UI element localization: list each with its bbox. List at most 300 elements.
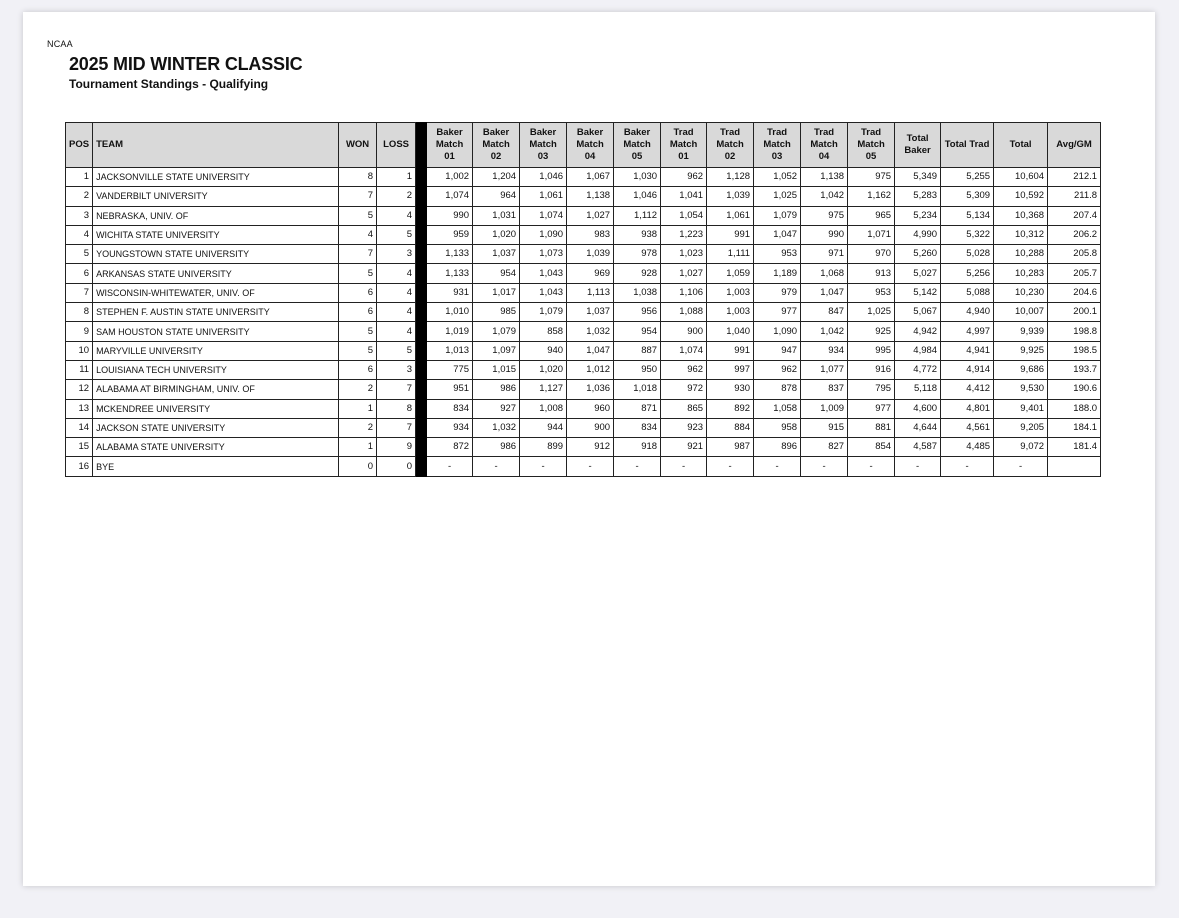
cell-baker-04: 1,047 bbox=[567, 341, 614, 360]
cell-baker-05: - bbox=[614, 457, 661, 476]
cell-baker-01: 951 bbox=[427, 380, 473, 399]
cell-loss: 0 bbox=[377, 457, 416, 476]
column-separator bbox=[416, 438, 427, 457]
cell-baker-02: 1,031 bbox=[473, 206, 520, 225]
table-row bbox=[66, 322, 1101, 341]
cell-baker-03: 1,127 bbox=[520, 380, 567, 399]
cell-total: 9,530 bbox=[994, 380, 1048, 399]
cell-trad-02: 892 bbox=[707, 399, 754, 418]
cell-baker-01: 1,010 bbox=[427, 303, 473, 322]
cell-pos: 14 bbox=[66, 418, 93, 437]
cell-total-baker: 5,142 bbox=[895, 283, 941, 302]
column-separator bbox=[416, 380, 427, 399]
cell-baker-05: 978 bbox=[614, 245, 661, 264]
cell-trad-03: 1,189 bbox=[754, 264, 801, 283]
cell-total-trad: 5,309 bbox=[941, 187, 994, 206]
cell-total: 9,205 bbox=[994, 418, 1048, 437]
cell-baker-03: 1,074 bbox=[520, 206, 567, 225]
cell-total-trad: 4,997 bbox=[941, 322, 994, 341]
cell-trad-02: - bbox=[707, 457, 754, 476]
header-trad-04: Trad Match 04 bbox=[801, 123, 848, 168]
cell-trad-03: 896 bbox=[754, 438, 801, 457]
cell-trad-04: - bbox=[801, 457, 848, 476]
cell-total-baker: 4,990 bbox=[895, 225, 941, 244]
cell-baker-02: 1,097 bbox=[473, 341, 520, 360]
header-trad-01: Trad Match 01 bbox=[661, 123, 707, 168]
cell-trad-02: 1,040 bbox=[707, 322, 754, 341]
cell-total-trad: 5,256 bbox=[941, 264, 994, 283]
cell-trad-03: 979 bbox=[754, 283, 801, 302]
cell-trad-02: 930 bbox=[707, 380, 754, 399]
cell-team: WISCONSIN-WHITEWATER, UNIV. OF bbox=[93, 283, 339, 302]
cell-trad-04: 1,042 bbox=[801, 322, 848, 341]
cell-won: 6 bbox=[339, 283, 377, 302]
cell-total-baker: 4,942 bbox=[895, 322, 941, 341]
cell-pos: 13 bbox=[66, 399, 93, 418]
table-row bbox=[66, 283, 1101, 302]
cell-trad-02: 997 bbox=[707, 360, 754, 379]
cell-won: 0 bbox=[339, 457, 377, 476]
cell-pos: 6 bbox=[66, 264, 93, 283]
column-separator bbox=[416, 168, 427, 187]
column-separator bbox=[416, 418, 427, 437]
cell-trad-01: 1,027 bbox=[661, 264, 707, 283]
cell-baker-02: 1,032 bbox=[473, 418, 520, 437]
column-separator bbox=[416, 399, 427, 418]
cell-trad-03: 1,052 bbox=[754, 168, 801, 187]
cell-total-trad: 5,134 bbox=[941, 206, 994, 225]
cell-baker-02: 954 bbox=[473, 264, 520, 283]
column-separator bbox=[416, 187, 427, 206]
cell-team: VANDERBILT UNIVERSITY bbox=[93, 187, 339, 206]
cell-team: LOUISIANA TECH UNIVERSITY bbox=[93, 360, 339, 379]
cell-baker-04: 969 bbox=[567, 264, 614, 283]
cell-trad-03: 1,058 bbox=[754, 399, 801, 418]
cell-trad-03: 1,079 bbox=[754, 206, 801, 225]
cell-avg: 193.7 bbox=[1048, 360, 1101, 379]
cell-total: 10,312 bbox=[994, 225, 1048, 244]
cell-total-trad: 5,088 bbox=[941, 283, 994, 302]
cell-trad-05: 1,162 bbox=[848, 187, 895, 206]
cell-baker-03: 1,046 bbox=[520, 168, 567, 187]
header-trad-02: Trad Match 02 bbox=[707, 123, 754, 168]
cell-total-trad: 4,941 bbox=[941, 341, 994, 360]
header-baker-01: Baker Match 01 bbox=[427, 123, 473, 168]
column-separator bbox=[416, 322, 427, 341]
cell-pos: 11 bbox=[66, 360, 93, 379]
cell-baker-04: 1,012 bbox=[567, 360, 614, 379]
cell-baker-05: 1,030 bbox=[614, 168, 661, 187]
cell-total-trad: 4,412 bbox=[941, 380, 994, 399]
cell-avg: 212.1 bbox=[1048, 168, 1101, 187]
cell-baker-02: 1,079 bbox=[473, 322, 520, 341]
table-row bbox=[66, 380, 1101, 399]
cell-won: 6 bbox=[339, 360, 377, 379]
cell-team: JACKSON STATE UNIVERSITY bbox=[93, 418, 339, 437]
table-row bbox=[66, 245, 1101, 264]
cell-total-baker: 4,644 bbox=[895, 418, 941, 437]
cell-team: MARYVILLE UNIVERSITY bbox=[93, 341, 339, 360]
column-separator bbox=[416, 245, 427, 264]
cell-total-trad: 5,322 bbox=[941, 225, 994, 244]
cell-pos: 2 bbox=[66, 187, 93, 206]
cell-team: NEBRASKA, UNIV. OF bbox=[93, 206, 339, 225]
cell-trad-05: 881 bbox=[848, 418, 895, 437]
cell-trad-01: 900 bbox=[661, 322, 707, 341]
cell-baker-01: 1,019 bbox=[427, 322, 473, 341]
cell-total: 9,939 bbox=[994, 322, 1048, 341]
cell-baker-03: 899 bbox=[520, 438, 567, 457]
standings-body bbox=[66, 168, 1101, 477]
cell-loss: 8 bbox=[377, 399, 416, 418]
cell-won: 5 bbox=[339, 264, 377, 283]
header-trad-05: Trad Match 05 bbox=[848, 123, 895, 168]
cell-trad-05: 965 bbox=[848, 206, 895, 225]
cell-trad-05: 977 bbox=[848, 399, 895, 418]
cell-avg: 205.8 bbox=[1048, 245, 1101, 264]
header-loss: LOSS bbox=[377, 123, 416, 168]
cell-trad-03: 1,090 bbox=[754, 322, 801, 341]
cell-trad-05: - bbox=[848, 457, 895, 476]
cell-baker-05: 871 bbox=[614, 399, 661, 418]
cell-trad-04: 1,047 bbox=[801, 283, 848, 302]
cell-trad-03: 878 bbox=[754, 380, 801, 399]
cell-baker-01: 1,133 bbox=[427, 264, 473, 283]
cell-baker-01: 834 bbox=[427, 399, 473, 418]
cell-won: 1 bbox=[339, 438, 377, 457]
cell-loss: 4 bbox=[377, 283, 416, 302]
cell-trad-01: 921 bbox=[661, 438, 707, 457]
cell-trad-03: 958 bbox=[754, 418, 801, 437]
cell-baker-02: 1,017 bbox=[473, 283, 520, 302]
cell-baker-03: - bbox=[520, 457, 567, 476]
cell-baker-04: - bbox=[567, 457, 614, 476]
cell-trad-05: 854 bbox=[848, 438, 895, 457]
cell-baker-05: 950 bbox=[614, 360, 661, 379]
cell-pos: 12 bbox=[66, 380, 93, 399]
cell-baker-04: 960 bbox=[567, 399, 614, 418]
cell-won: 5 bbox=[339, 341, 377, 360]
cell-trad-04: 915 bbox=[801, 418, 848, 437]
column-separator bbox=[416, 283, 427, 302]
cell-won: 1 bbox=[339, 399, 377, 418]
cell-baker-02: 986 bbox=[473, 380, 520, 399]
cell-baker-01: 1,133 bbox=[427, 245, 473, 264]
header-total: Total bbox=[994, 123, 1048, 168]
cell-baker-05: 1,112 bbox=[614, 206, 661, 225]
cell-loss: 5 bbox=[377, 341, 416, 360]
cell-trad-01: 962 bbox=[661, 168, 707, 187]
cell-baker-04: 1,032 bbox=[567, 322, 614, 341]
header-trad-03: Trad Match 03 bbox=[754, 123, 801, 168]
cell-trad-01: 865 bbox=[661, 399, 707, 418]
cell-total-baker: 5,027 bbox=[895, 264, 941, 283]
column-separator bbox=[416, 303, 427, 322]
cell-avg: 198.5 bbox=[1048, 341, 1101, 360]
cell-baker-03: 1,043 bbox=[520, 264, 567, 283]
table-row bbox=[66, 187, 1101, 206]
cell-total-baker: - bbox=[895, 457, 941, 476]
cell-pos: 8 bbox=[66, 303, 93, 322]
cell-won: 2 bbox=[339, 380, 377, 399]
cell-baker-05: 918 bbox=[614, 438, 661, 457]
cell-baker-04: 900 bbox=[567, 418, 614, 437]
cell-trad-05: 1,071 bbox=[848, 225, 895, 244]
cell-avg: 184.1 bbox=[1048, 418, 1101, 437]
cell-loss: 4 bbox=[377, 322, 416, 341]
cell-pos: 9 bbox=[66, 322, 93, 341]
cell-baker-03: 1,073 bbox=[520, 245, 567, 264]
cell-baker-01: - bbox=[427, 457, 473, 476]
cell-baker-03: 1,043 bbox=[520, 283, 567, 302]
cell-team: SAM HOUSTON STATE UNIVERSITY bbox=[93, 322, 339, 341]
cell-baker-04: 912 bbox=[567, 438, 614, 457]
cell-trad-03: 953 bbox=[754, 245, 801, 264]
cell-total-trad: 5,255 bbox=[941, 168, 994, 187]
cell-baker-05: 1,018 bbox=[614, 380, 661, 399]
column-separator bbox=[416, 225, 427, 244]
cell-trad-05: 953 bbox=[848, 283, 895, 302]
cell-baker-04: 1,037 bbox=[567, 303, 614, 322]
cell-total-baker: 4,984 bbox=[895, 341, 941, 360]
cell-loss: 7 bbox=[377, 380, 416, 399]
cell-trad-04: 934 bbox=[801, 341, 848, 360]
cell-loss: 2 bbox=[377, 187, 416, 206]
cell-total-trad: 4,914 bbox=[941, 360, 994, 379]
cell-baker-02: 927 bbox=[473, 399, 520, 418]
cell-total-baker: 5,349 bbox=[895, 168, 941, 187]
table-row bbox=[66, 303, 1101, 322]
cell-baker-02: 964 bbox=[473, 187, 520, 206]
cell-trad-05: 913 bbox=[848, 264, 895, 283]
cell-baker-01: 1,074 bbox=[427, 187, 473, 206]
column-separator bbox=[416, 264, 427, 283]
cell-baker-02: 1,204 bbox=[473, 168, 520, 187]
cell-trad-04: 837 bbox=[801, 380, 848, 399]
header-team: TEAM bbox=[93, 123, 339, 168]
cell-trad-03: 1,047 bbox=[754, 225, 801, 244]
cell-baker-03: 940 bbox=[520, 341, 567, 360]
cell-baker-02: 985 bbox=[473, 303, 520, 322]
cell-baker-05: 956 bbox=[614, 303, 661, 322]
cell-pos: 15 bbox=[66, 438, 93, 457]
cell-trad-02: 991 bbox=[707, 341, 754, 360]
column-separator bbox=[416, 123, 427, 168]
cell-won: 6 bbox=[339, 303, 377, 322]
cell-baker-03: 1,008 bbox=[520, 399, 567, 418]
cell-trad-02: 1,061 bbox=[707, 206, 754, 225]
header-baker-05: Baker Match 05 bbox=[614, 123, 661, 168]
cell-baker-05: 928 bbox=[614, 264, 661, 283]
cell-baker-01: 934 bbox=[427, 418, 473, 437]
cell-trad-04: 1,077 bbox=[801, 360, 848, 379]
cell-trad-01: 962 bbox=[661, 360, 707, 379]
cell-baker-02: 986 bbox=[473, 438, 520, 457]
cell-trad-04: 971 bbox=[801, 245, 848, 264]
cell-baker-01: 931 bbox=[427, 283, 473, 302]
cell-loss: 4 bbox=[377, 264, 416, 283]
cell-baker-05: 1,038 bbox=[614, 283, 661, 302]
cell-team: ARKANSAS STATE UNIVERSITY bbox=[93, 264, 339, 283]
cell-team: JACKSONVILLE STATE UNIVERSITY bbox=[93, 168, 339, 187]
cell-total-trad: 4,801 bbox=[941, 399, 994, 418]
cell-trad-02: 1,111 bbox=[707, 245, 754, 264]
cell-baker-04: 1,113 bbox=[567, 283, 614, 302]
cell-loss: 4 bbox=[377, 303, 416, 322]
header-avg: Avg/GM bbox=[1048, 123, 1101, 168]
cell-trad-02: 1,003 bbox=[707, 283, 754, 302]
cell-trad-05: 916 bbox=[848, 360, 895, 379]
cell-total: 10,007 bbox=[994, 303, 1048, 322]
cell-team: STEPHEN F. AUSTIN STATE UNIVERSITY bbox=[93, 303, 339, 322]
table-row bbox=[66, 457, 1101, 476]
cell-total-baker: 5,118 bbox=[895, 380, 941, 399]
page-title: 2025 MID WINTER CLASSIC bbox=[69, 54, 303, 74]
cell-trad-03: 962 bbox=[754, 360, 801, 379]
cell-pos: 7 bbox=[66, 283, 93, 302]
cell-avg: 181.4 bbox=[1048, 438, 1101, 457]
cell-trad-01: 1,106 bbox=[661, 283, 707, 302]
cell-avg bbox=[1048, 457, 1101, 476]
column-separator bbox=[416, 457, 427, 476]
cell-trad-01: 1,054 bbox=[661, 206, 707, 225]
cell-total: 9,072 bbox=[994, 438, 1048, 457]
cell-baker-01: 1,013 bbox=[427, 341, 473, 360]
cell-pos: 4 bbox=[66, 225, 93, 244]
cell-baker-03: 1,090 bbox=[520, 225, 567, 244]
cell-won: 5 bbox=[339, 322, 377, 341]
cell-baker-01: 775 bbox=[427, 360, 473, 379]
cell-trad-01: 1,088 bbox=[661, 303, 707, 322]
cell-won: 5 bbox=[339, 206, 377, 225]
cell-avg: 204.6 bbox=[1048, 283, 1101, 302]
cell-trad-03: 977 bbox=[754, 303, 801, 322]
cell-trad-05: 995 bbox=[848, 341, 895, 360]
header-baker-04: Baker Match 04 bbox=[567, 123, 614, 168]
cell-trad-04: 827 bbox=[801, 438, 848, 457]
table-row bbox=[66, 264, 1101, 283]
cell-total: - bbox=[994, 457, 1048, 476]
cell-avg: 211.8 bbox=[1048, 187, 1101, 206]
cell-trad-01: 972 bbox=[661, 380, 707, 399]
cell-won: 8 bbox=[339, 168, 377, 187]
header-total-trad: Total Trad bbox=[941, 123, 994, 168]
header-baker-03: Baker Match 03 bbox=[520, 123, 567, 168]
cell-total-trad: 4,485 bbox=[941, 438, 994, 457]
cell-baker-03: 1,061 bbox=[520, 187, 567, 206]
cell-pos: 1 bbox=[66, 168, 93, 187]
cell-baker-02: 1,037 bbox=[473, 245, 520, 264]
cell-total: 10,368 bbox=[994, 206, 1048, 225]
cell-won: 7 bbox=[339, 187, 377, 206]
cell-won: 7 bbox=[339, 245, 377, 264]
cell-trad-04: 975 bbox=[801, 206, 848, 225]
cell-team: BYE bbox=[93, 457, 339, 476]
cell-baker-03: 1,079 bbox=[520, 303, 567, 322]
table-row bbox=[66, 438, 1101, 457]
cell-pos: 5 bbox=[66, 245, 93, 264]
cell-trad-04: 1,009 bbox=[801, 399, 848, 418]
header-won: WON bbox=[339, 123, 377, 168]
cell-baker-05: 1,046 bbox=[614, 187, 661, 206]
cell-trad-04: 1,068 bbox=[801, 264, 848, 283]
cell-trad-03: - bbox=[754, 457, 801, 476]
cell-loss: 3 bbox=[377, 245, 416, 264]
table-header-row bbox=[66, 123, 1101, 168]
cell-baker-05: 938 bbox=[614, 225, 661, 244]
cell-avg: 206.2 bbox=[1048, 225, 1101, 244]
header-baker-02: Baker Match 02 bbox=[473, 123, 520, 168]
document-page bbox=[23, 12, 1155, 886]
cell-total: 10,230 bbox=[994, 283, 1048, 302]
cell-team: YOUNGSTOWN STATE UNIVERSITY bbox=[93, 245, 339, 264]
page-subtitle: Tournament Standings - Qualifying bbox=[69, 77, 269, 91]
cell-baker-03: 944 bbox=[520, 418, 567, 437]
cell-baker-02: 1,015 bbox=[473, 360, 520, 379]
cell-baker-01: 1,002 bbox=[427, 168, 473, 187]
column-separator bbox=[416, 341, 427, 360]
cell-total-trad: 4,561 bbox=[941, 418, 994, 437]
standings-table bbox=[65, 122, 1101, 477]
cell-total-baker: 5,283 bbox=[895, 187, 941, 206]
cell-trad-04: 1,138 bbox=[801, 168, 848, 187]
cell-total-baker: 5,067 bbox=[895, 303, 941, 322]
cell-total-baker: 5,234 bbox=[895, 206, 941, 225]
cell-trad-04: 847 bbox=[801, 303, 848, 322]
table-row bbox=[66, 225, 1101, 244]
cell-team: ALABAMA STATE UNIVERSITY bbox=[93, 438, 339, 457]
cell-avg: 198.8 bbox=[1048, 322, 1101, 341]
cell-trad-01: 1,041 bbox=[661, 187, 707, 206]
cell-total: 9,925 bbox=[994, 341, 1048, 360]
cell-trad-04: 990 bbox=[801, 225, 848, 244]
cell-loss: 9 bbox=[377, 438, 416, 457]
cell-pos: 3 bbox=[66, 206, 93, 225]
cell-loss: 1 bbox=[377, 168, 416, 187]
cell-total: 9,401 bbox=[994, 399, 1048, 418]
header-total-baker: Total Baker bbox=[895, 123, 941, 168]
cell-baker-04: 1,039 bbox=[567, 245, 614, 264]
cell-total-baker: 4,587 bbox=[895, 438, 941, 457]
cell-trad-02: 884 bbox=[707, 418, 754, 437]
cell-trad-01: - bbox=[661, 457, 707, 476]
cell-team: ALABAMA AT BIRMINGHAM, UNIV. OF bbox=[93, 380, 339, 399]
cell-baker-03: 858 bbox=[520, 322, 567, 341]
organization-label: NCAA bbox=[47, 39, 73, 49]
cell-total-baker: 5,260 bbox=[895, 245, 941, 264]
cell-trad-03: 1,025 bbox=[754, 187, 801, 206]
cell-total-trad: 4,940 bbox=[941, 303, 994, 322]
cell-trad-02: 1,128 bbox=[707, 168, 754, 187]
cell-baker-01: 959 bbox=[427, 225, 473, 244]
cell-trad-05: 795 bbox=[848, 380, 895, 399]
cell-total: 10,604 bbox=[994, 168, 1048, 187]
cell-baker-05: 887 bbox=[614, 341, 661, 360]
cell-avg: 200.1 bbox=[1048, 303, 1101, 322]
cell-total: 10,592 bbox=[994, 187, 1048, 206]
table-row bbox=[66, 341, 1101, 360]
cell-trad-05: 925 bbox=[848, 322, 895, 341]
cell-avg: 207.4 bbox=[1048, 206, 1101, 225]
cell-pos: 10 bbox=[66, 341, 93, 360]
cell-total-baker: 4,600 bbox=[895, 399, 941, 418]
cell-baker-01: 990 bbox=[427, 206, 473, 225]
cell-trad-02: 987 bbox=[707, 438, 754, 457]
cell-trad-03: 947 bbox=[754, 341, 801, 360]
cell-baker-04: 1,036 bbox=[567, 380, 614, 399]
cell-baker-04: 1,138 bbox=[567, 187, 614, 206]
cell-total: 10,283 bbox=[994, 264, 1048, 283]
